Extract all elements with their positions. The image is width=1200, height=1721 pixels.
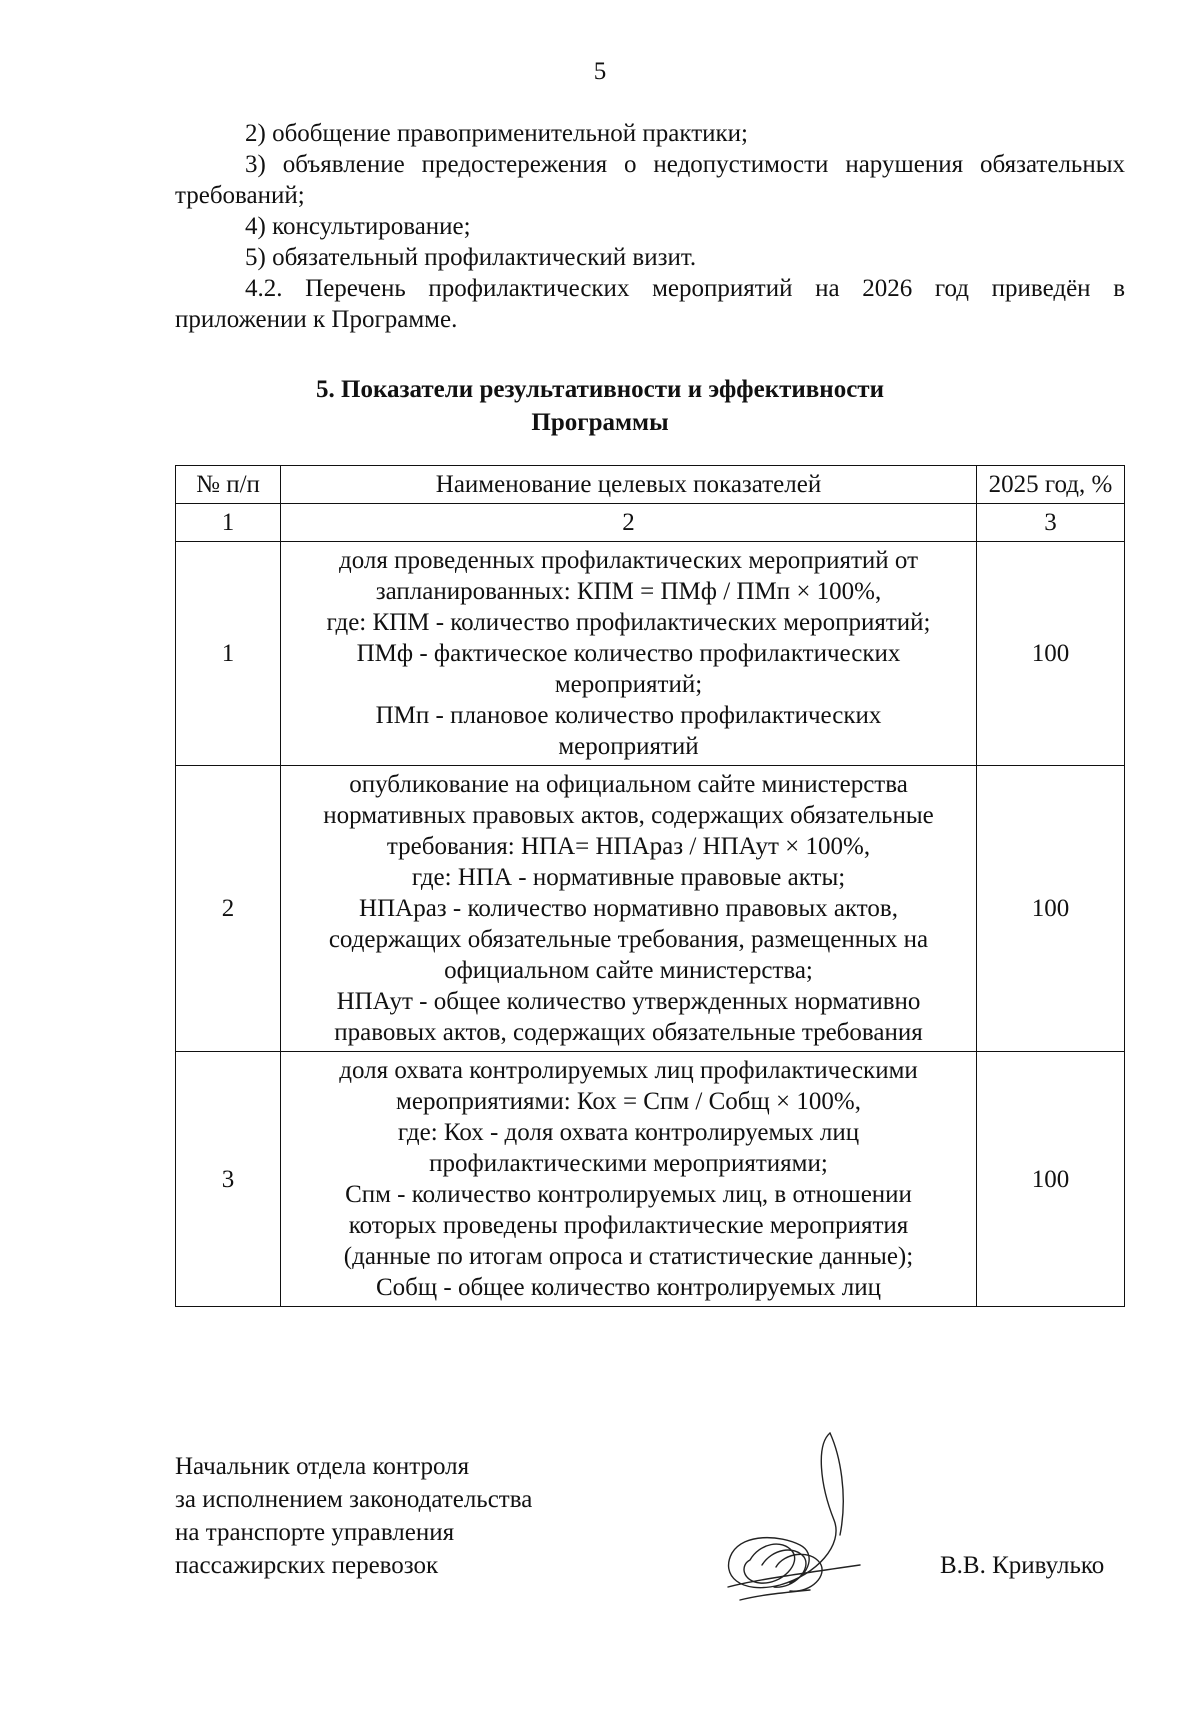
table-column-numbers-row — [176, 504, 1125, 542]
indicators-table — [175, 465, 1125, 1307]
indicator-description: опубликование на официальном сайте министерства нормативных правовых актов, содержащих обязательные требования: НПА= НПАраз / НПАут × 100%, где: НПА - нормативные правовые акты; НПАраз - количество нормативно правовых актов, содержащих обязательные требования, размещенных на официальном сайте министерства; НПАут - общее количество утвержденных нормативно правовых актов, содержащих обязательные требования — [281, 766, 977, 1052]
body-text — [175, 118, 1125, 335]
table-row — [176, 1052, 1125, 1307]
indicator-value: 100 — [977, 542, 1125, 766]
section-title-line-2: Программы — [531, 409, 669, 436]
page-number: 5 — [593, 58, 607, 85]
signatory-position: Начальник отдела контроля за исполнением законодательства на транспорте управления пассажирских перевозок — [175, 1453, 533, 1579]
paragraph-4-2: 4.2. Перечень профилактических мероприятий на 2026 год приведён в приложении к Программе. — [175, 275, 1125, 333]
handwritten-signature — [720, 1425, 870, 1615]
header-number: № п/п — [176, 466, 281, 504]
indicator-description: доля проведенных профилактических мероприятий от запланированных: КПМ = ПМф / ПМп × 100%, где: КПМ - количество профилактических мероприятий; ПМф - фактическое количество профилактических мероприятий; ПМп - плановое количество профилактических мероприятий — [281, 542, 977, 766]
paragraph-item-4: 4) консультирование; — [245, 213, 471, 240]
table-row — [176, 766, 1125, 1052]
paragraph-item-2: 2) обобщение правоприменительной практики; — [245, 120, 748, 147]
table-row — [176, 542, 1125, 766]
section-title — [0, 373, 1200, 439]
row-number: 1 — [176, 542, 281, 766]
column-number-3: 3 — [977, 504, 1125, 542]
row-number: 2 — [176, 766, 281, 1052]
paragraph-item-3: 3) объявление предостережения о недопустимости нарушения обязательных требований; — [175, 151, 1125, 209]
paragraph-item-5: 5) обязательный профилактический визит. — [245, 244, 697, 271]
indicator-value: 100 — [977, 766, 1125, 1052]
indicator-description: доля охвата контролируемых лиц профилактическими мероприятиями: Кох = Спм / Собщ × 100%, где: Кох - доля охвата контролируемых лиц профилактическими мероприятиями; Спм - количество контролируемых лиц, в отношении которых проведены профилактические мероприятия (данные по итогам опроса и статистические данные); Собщ - общее количество контролируемых лиц — [281, 1052, 977, 1307]
header-value: 2025 год, % — [977, 466, 1125, 504]
table-header-row — [176, 466, 1125, 504]
header-indicator-name: Наименование целевых показателей — [281, 466, 977, 504]
column-number-2: 2 — [281, 504, 977, 542]
section-title-line-1: 5. Показатели результативности и эффективности — [316, 376, 884, 403]
indicator-value: 100 — [977, 1052, 1125, 1307]
signer-name: В.В. Кривулько — [940, 1552, 1105, 1579]
row-number: 3 — [176, 1052, 281, 1307]
column-number-1: 1 — [176, 504, 281, 542]
